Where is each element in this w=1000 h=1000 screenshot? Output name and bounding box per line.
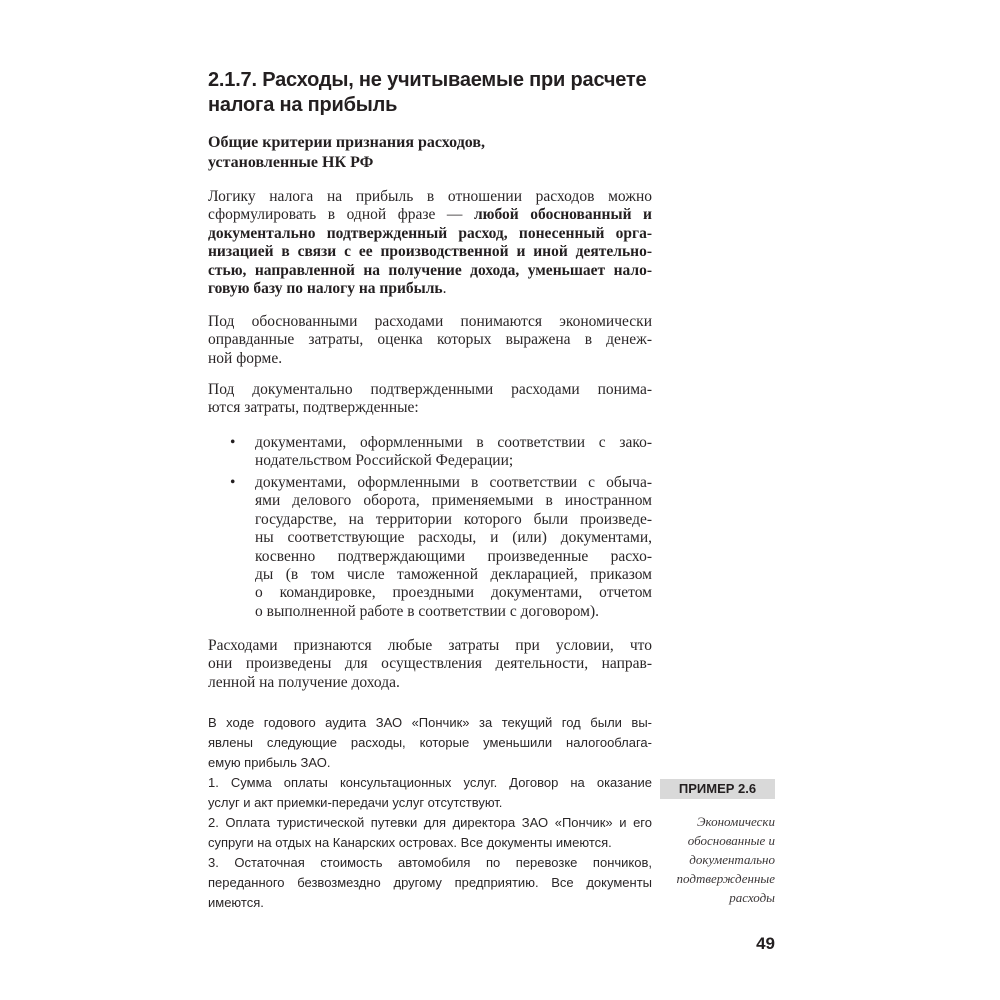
section-heading <box>208 68 688 118</box>
text-line: явлены следующие расходы, которые уменьшили налогооблага- <box>208 735 652 750</box>
bullet-item <box>255 434 652 471</box>
paragraph-documented-expenses <box>208 381 652 418</box>
text-line: 3. Остаточная стоимость автомобиля по перевозке пончиков, <box>208 855 652 870</box>
example-item <box>208 773 652 813</box>
text-line <box>208 206 652 224</box>
text-segment: сформулировать в одной фразе — <box>208 206 474 224</box>
text-line: переданного безвозмездно другому предприятию. Все документы <box>208 875 652 890</box>
subheading-line: Общие критерии признания расходов, <box>208 134 486 151</box>
sidenote-line: документально <box>689 852 775 867</box>
text-line: косвенно подтверждающими произведенные расхо- <box>255 547 652 565</box>
text-line: ются затраты, подтвержденные: <box>208 399 419 417</box>
example-block <box>208 713 652 913</box>
text-line: ды (в том числе таможенной декларацией, приказом <box>255 565 652 583</box>
heading-line: налога на прибыль <box>208 94 398 116</box>
bold-text: стью, направленной на получение дохода, уменьшает нало- <box>208 261 652 279</box>
sidenote-line: подтвержденные <box>676 871 775 886</box>
text-line: 1. Сумма оплаты консультационных услуг. Договор на оказание <box>208 775 652 790</box>
text-line: Под обоснованными расходами понимаются экономически <box>208 313 652 330</box>
text-line: государстве, на территории которого были произведе- <box>255 510 652 528</box>
bold-text: говую базу по налогу на прибыль <box>208 279 443 297</box>
text-line: документами, оформленными в соответствии с обыча- <box>255 474 652 491</box>
text-line: Расходами признаются любые затраты при условии, что <box>208 637 652 654</box>
example-badge: ПРИМЕР 2.6 <box>660 779 775 799</box>
text-line <box>208 188 652 206</box>
text-line: 2. Оплата туристической путевки для директора ЗАО «Пончик» и его <box>208 815 652 830</box>
text-line: ны соответствующие расходы, и (или) документами, <box>255 529 652 547</box>
text-line <box>208 225 652 243</box>
text-line: о выполненной работе в соответствии с договором). <box>255 602 599 620</box>
subheading <box>208 133 648 173</box>
text-line: Под документально подтвержденными расходами понима- <box>208 381 652 398</box>
example-sidenote <box>660 812 775 907</box>
bold-text: документально подтвержденный расход, понесенный орга- <box>208 224 652 242</box>
text-line: они произведены для осуществления деятельности, направ- <box>208 655 652 673</box>
text-line: о командировке, проездными документами, отчетом <box>255 584 652 602</box>
text-line: В ходе годового аудита ЗАО «Пончик» за текущий год были вы- <box>208 715 652 730</box>
subheading-line: установленные НК РФ <box>208 154 374 171</box>
bold-text: низацией в связи с ее производственной и иной деятельно- <box>208 243 652 261</box>
bullet-icon: • <box>230 434 236 451</box>
sidenote-line: обоснованные и <box>687 833 775 848</box>
text-line: емую прибыль ЗАО. <box>208 755 331 770</box>
paragraph-justified-expenses <box>208 313 652 368</box>
example-item <box>208 813 652 853</box>
text-line: услуг и акт приемки-передачи услуг отсутствуют. <box>208 795 503 810</box>
text-line: ленной на получение дохода. <box>208 673 400 691</box>
text-line <box>208 243 652 261</box>
text-line <box>208 262 652 280</box>
page-number: 49 <box>756 934 775 953</box>
bullet-icon: • <box>230 474 236 491</box>
text-line: оправданные затраты, оценка которых выражена в денеж- <box>208 331 652 349</box>
example-intro <box>208 713 652 773</box>
bold-text: любой обоснованный и <box>473 206 652 224</box>
text-line: супруги на отдых на Канарских островах. Все документы имеются. <box>208 835 612 850</box>
sidenote-line: расходы <box>729 890 775 905</box>
text-line: ями делового оборота, применяемыми в иностранном <box>255 492 652 510</box>
bullet-item <box>255 474 652 621</box>
text-segment: . <box>442 279 447 297</box>
example-item <box>208 853 652 913</box>
paragraph-definition <box>208 188 652 298</box>
sidenote-line: Экономически <box>697 814 775 829</box>
text-segment: Логику налога на прибыль в отношении расходов можно <box>208 188 652 205</box>
heading-line: 2.1.7. Расходы, не учитываемые при расчете <box>208 69 647 91</box>
text-line <box>208 280 652 298</box>
paragraph-recognition <box>208 637 652 692</box>
text-line: имеются. <box>208 895 264 910</box>
text-line: документами, оформленными в соответствии с зако- <box>255 434 652 451</box>
text-line: нодательством Российской Федерации; <box>255 452 514 470</box>
text-line: ной форме. <box>208 349 283 367</box>
